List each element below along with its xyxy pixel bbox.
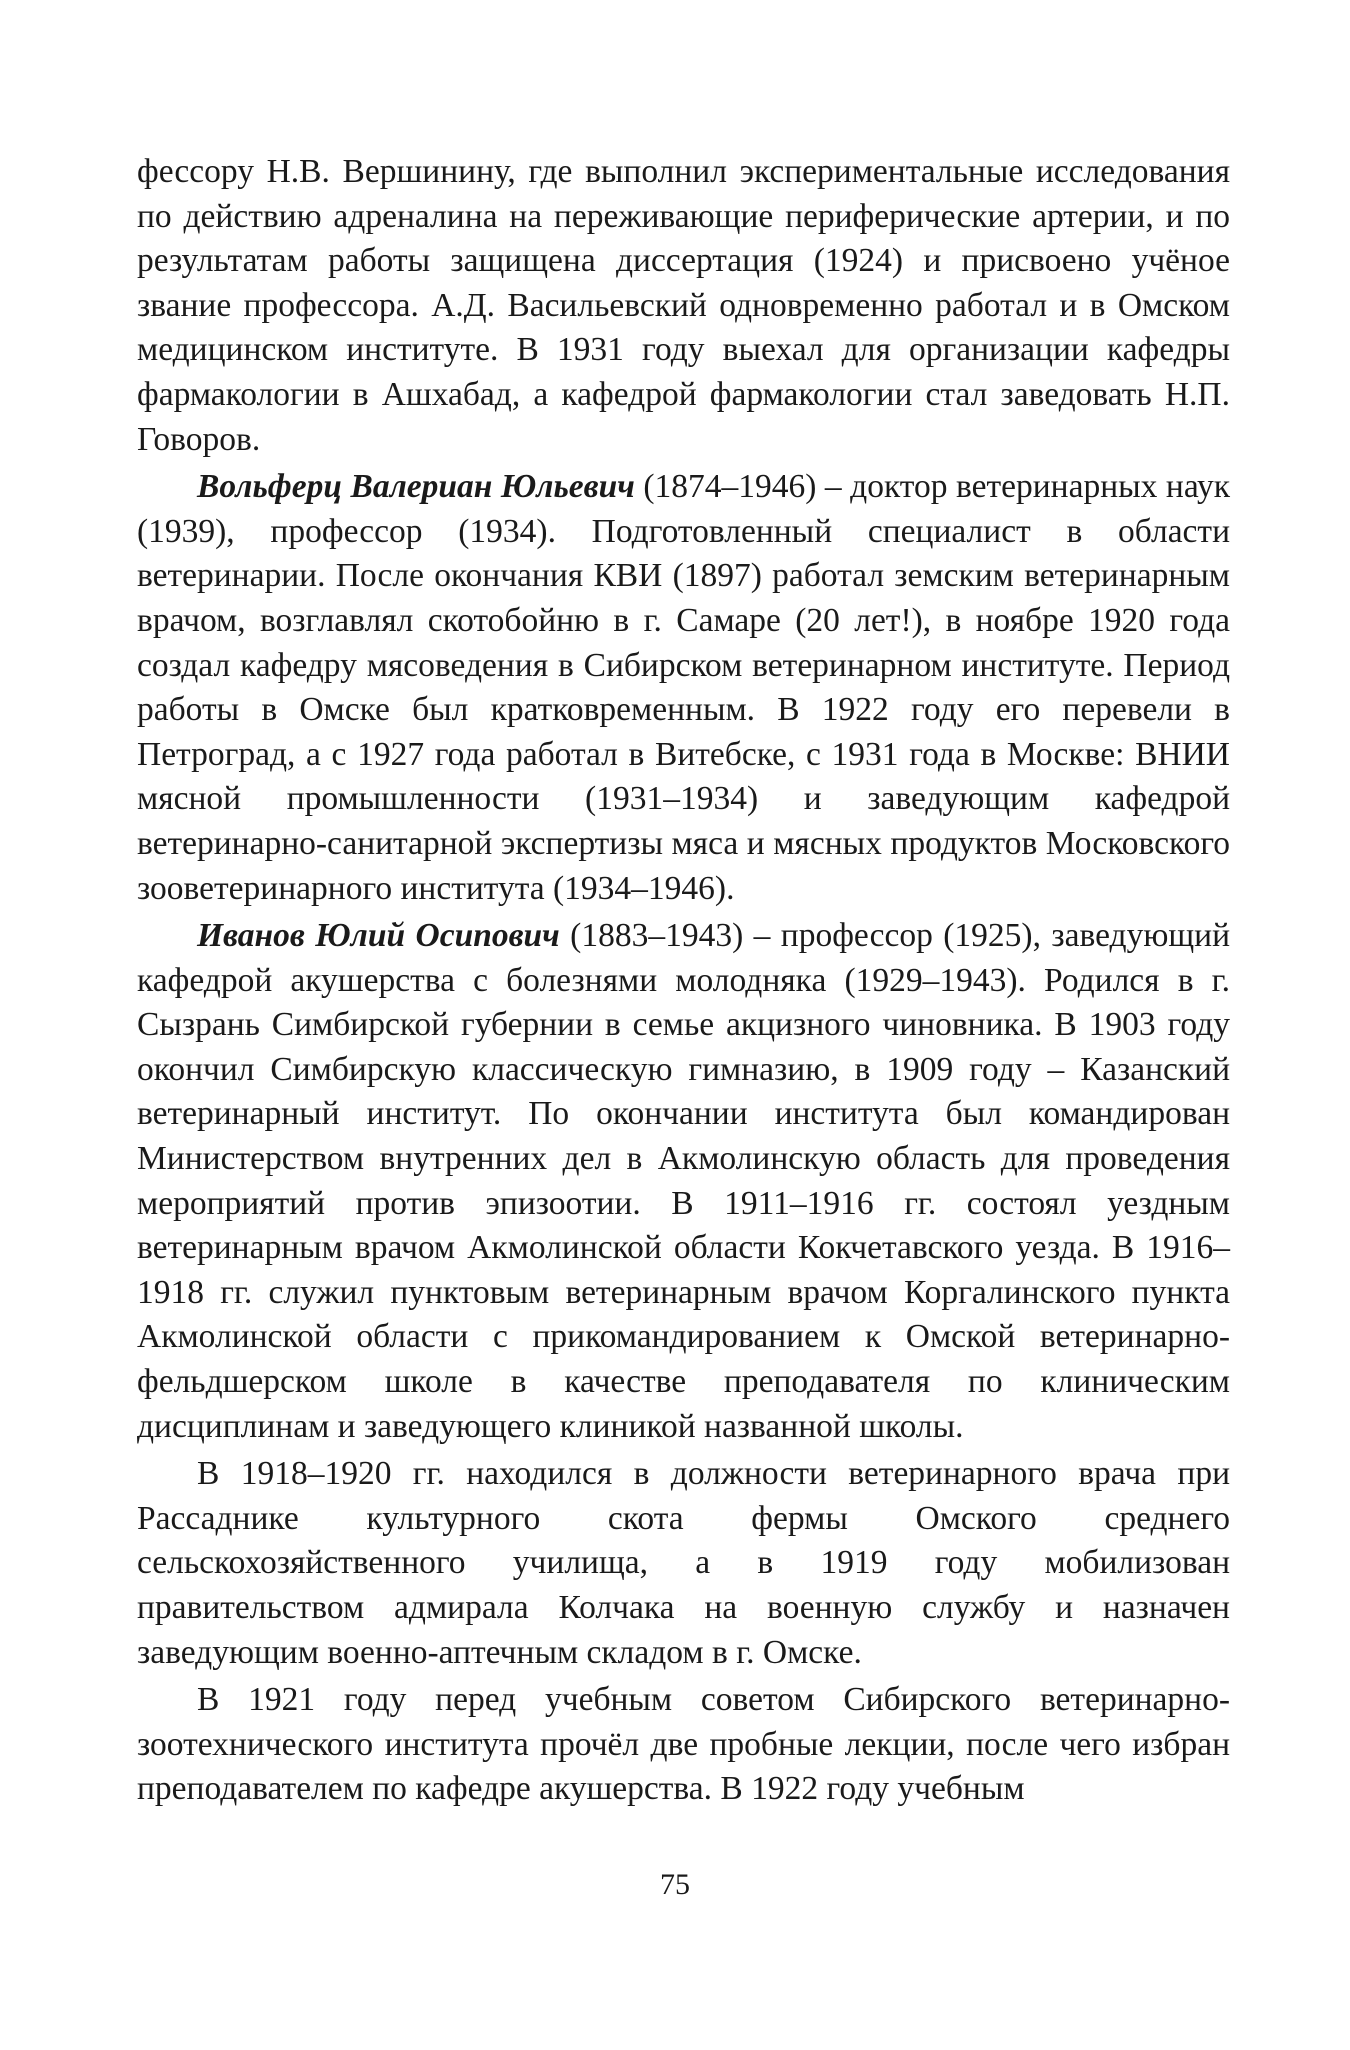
body-text (137, 150, 1230, 1812)
person-name: Иванов Юлий Осипович (197, 917, 560, 955)
paragraph-text: В 1921 году перед учебным советом Сибирского ветеринарно-зоотехнического института прочёл две пробные лекции, после чего избран преподавателем по кафедре акушерства. В 1922 году учебным (137, 1681, 1230, 1808)
paragraph-ivanov (137, 914, 1230, 1449)
person-name: Вольферц Валериан Юльевич (197, 468, 635, 506)
paragraph-1918 (137, 1452, 1230, 1675)
paragraph-text: (1874–1946) – доктор ветеринарных наук (1939), профессор (1934). Подготовленный специалист в области ветеринарии. После окончания КВИ (1897) работал земским ветеринарным врачом, возглавлял скотобойню в г. Самаре (20 лет!), в ноябре 1920 года создал кафедру мясоведения в Сибирском ветеринарном институте. Период работы в Омске был кратковременным. В 1922 году его перевели в Петроград, а с 1927 года работал в Витебске, с 1931 года в Москве: ВНИИ мясной промышленности (1931–1934) и заведующим кафедрой ветеринарно-санитарной экспертизы мяса и мясных продуктов Московского зооветеринарного института (1934–1946). (137, 468, 1231, 907)
paragraph-text: В 1918–1920 гг. находился в должности ветеринарного врача при Рассаднике культурного скота фермы Омского среднего сельскохозяйственного училища, а в 1919 году мобилизован правительством адмирала Колчака на военную службу и назначен заведующим военно-аптечным складом в г. Омске. (137, 1455, 1230, 1671)
paragraph-1921 (137, 1678, 1230, 1812)
paragraph-text: (1883–1943) – профессор (1925), заведующий кафедрой акушерства с болезнями молодняка (1929–1943). Родился в г. Сызрань Симбирской губернии в семье акцизного чиновника. В 1903 году окончил Симбирскую классическую гимназию, в 1909 году – Казанский ветеринарный институт. По окончании института был командирован Министерством внутренних дел в Акмолинскую область для проведения мероприятий против эпизоотии. В 1911–1916 гг. состоял уездным ветеринарным врачом Акмолинской области Кокчетавского уезда. В 1916–1918 гг. служил пунктовым ветеринарным врачом Коргалинского пункта Акмолинской области с прикомандированием к Омской ветеринарно-фельдшерском школе в качестве преподавателя по клиническим дисциплинам и заведующего клиникой названной школы. (137, 917, 1230, 1445)
paragraph-text: фессору Н.В. Вершинину, где выполнил экспериментальные исследования по действию адреналина на переживающие периферические артерии, и по результатам работы защищена диссертация (1924) и присвоено учёное звание профессора. А.Д. Васильевский одновременно работал и в Омском медицинском институте. В 1931 году выехал для организации кафедры фармакологии в Ашхабад, а кафедрой фармакологии стал заведовать Н.П. Говоров. (137, 153, 1230, 458)
paragraph-continuation (137, 150, 1230, 462)
page-number: 75 (660, 1868, 690, 1901)
paragraph-volferts (137, 465, 1230, 911)
